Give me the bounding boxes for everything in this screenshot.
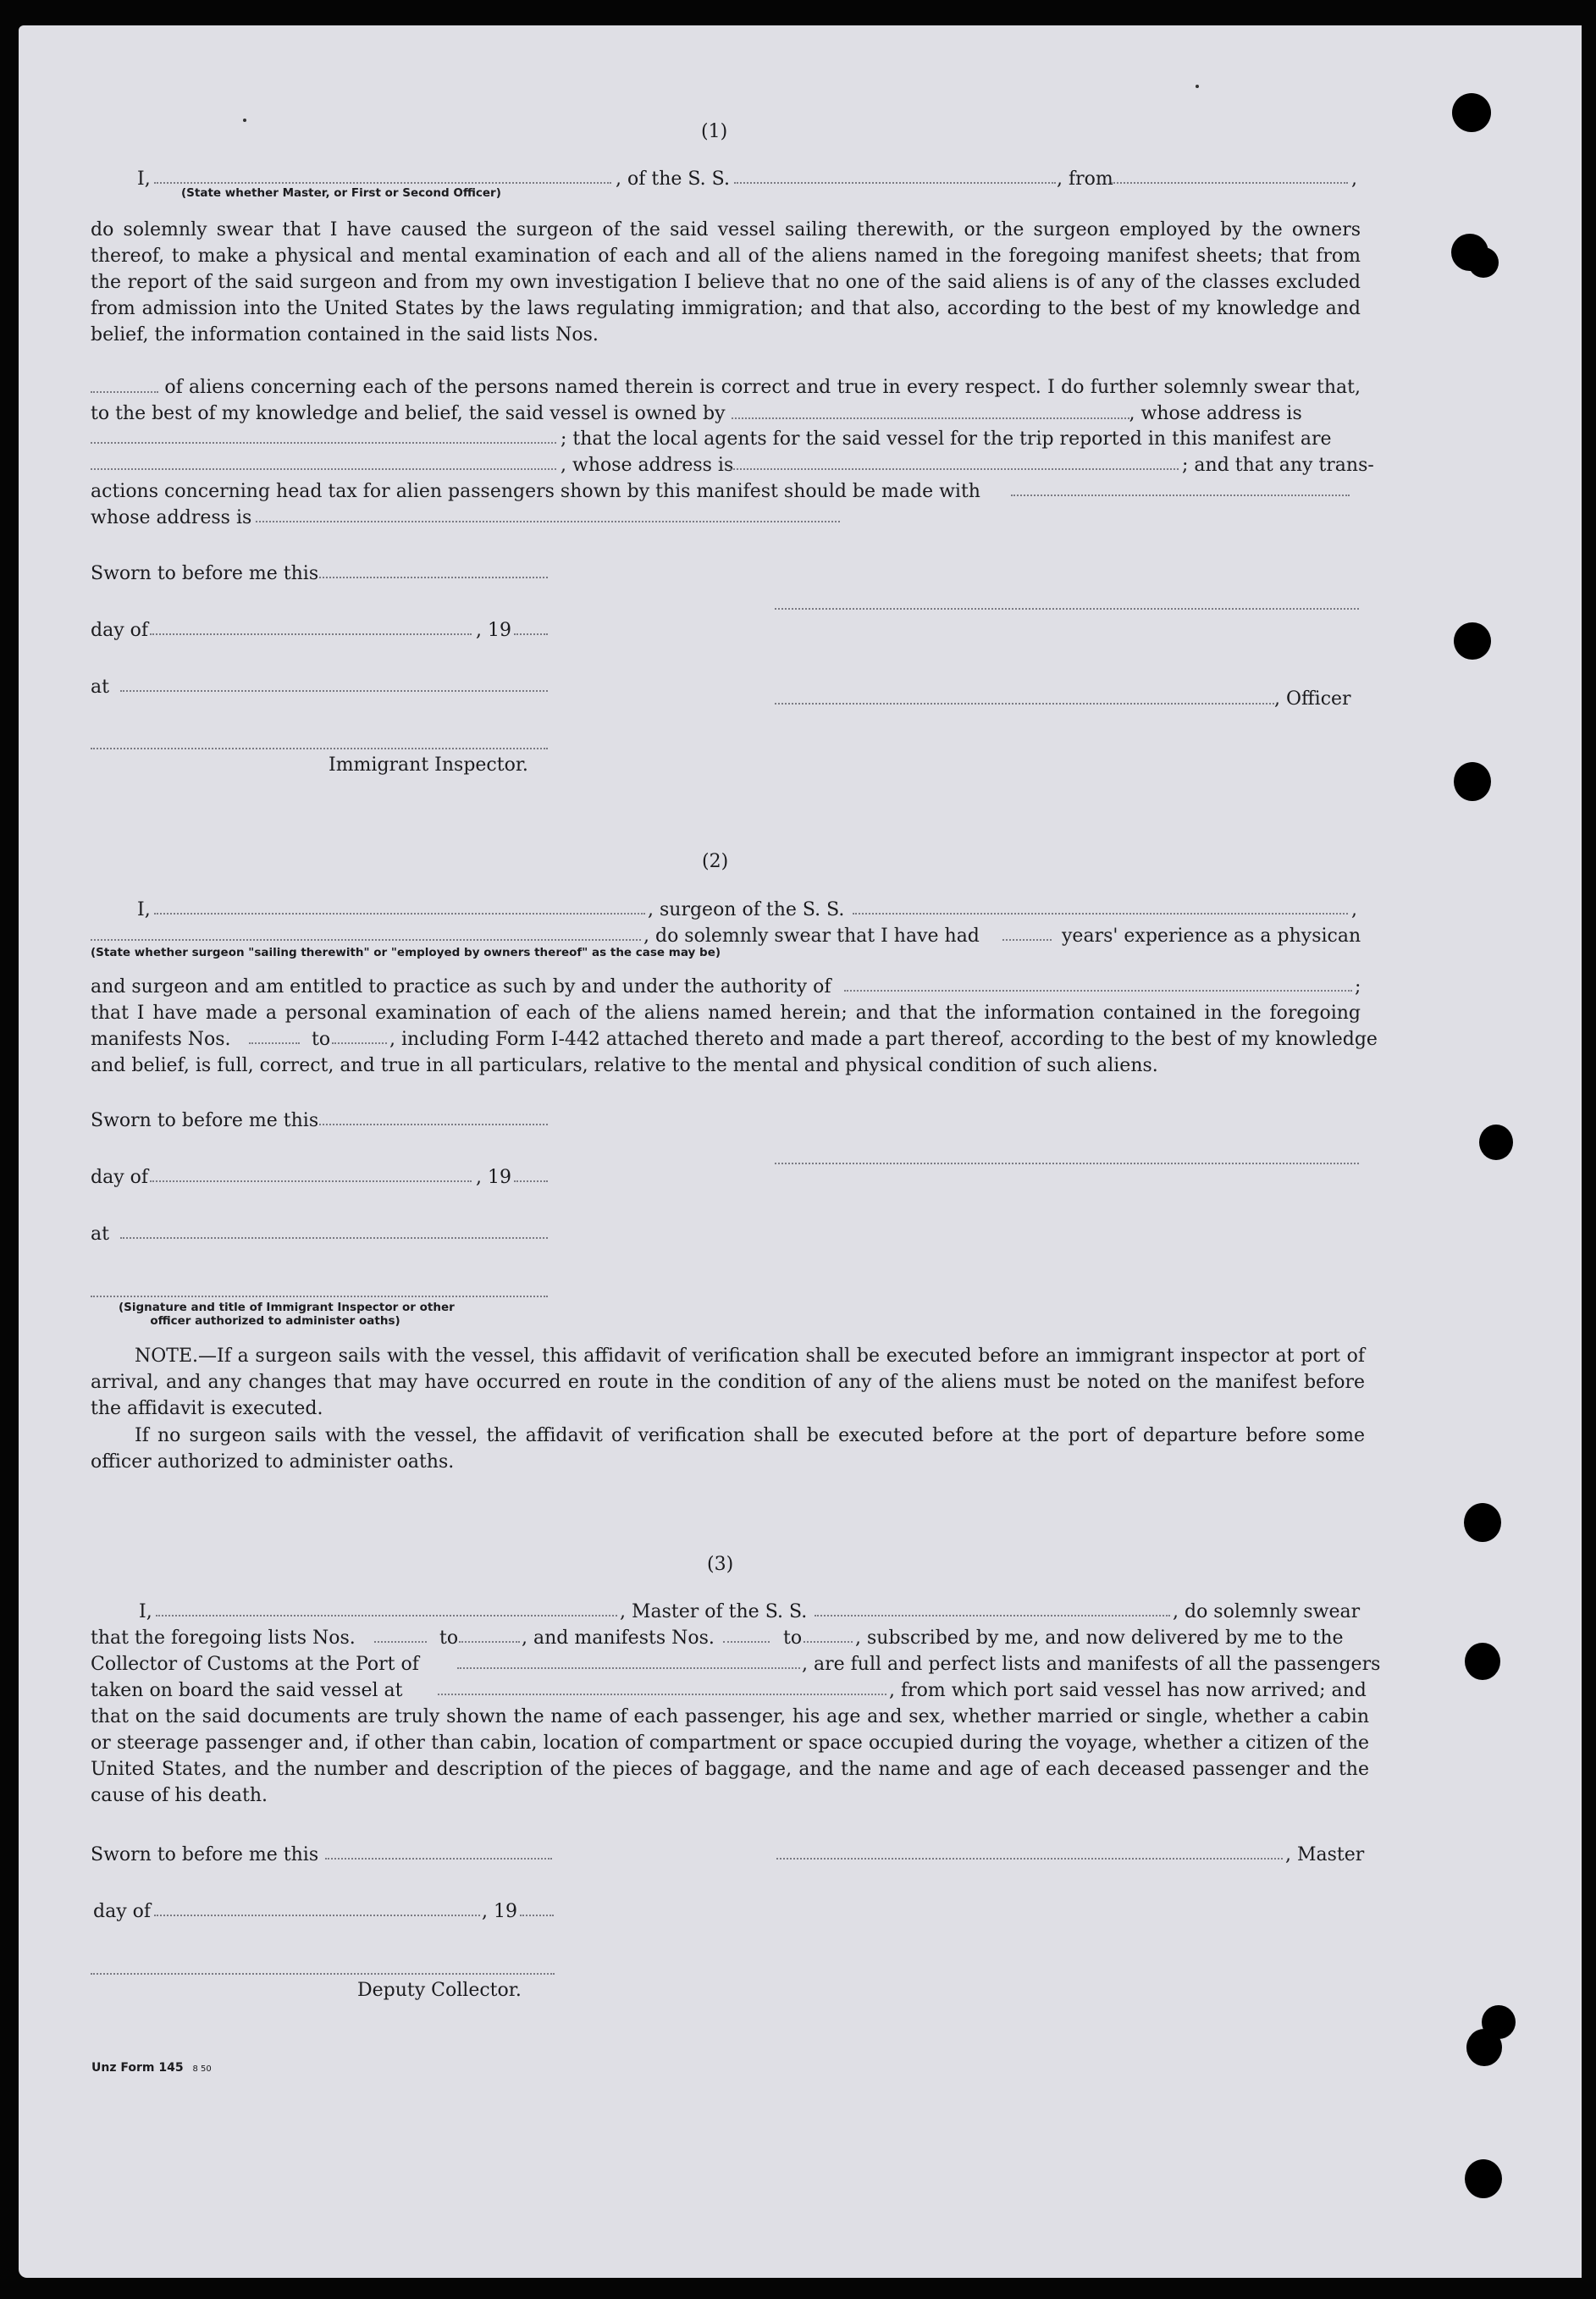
departure-port-field[interactable] bbox=[1111, 182, 1348, 184]
sworn-date-field[interactable] bbox=[325, 1858, 552, 1860]
at-label: at bbox=[91, 1224, 109, 1245]
lead-I: I, bbox=[139, 1601, 152, 1622]
transactions-label: actions concerning head tax for alien passengers shown by this manifest should be made with bbox=[91, 481, 980, 502]
day-of-label: day of bbox=[91, 1167, 149, 1188]
year-label: , 19 bbox=[482, 1901, 517, 1922]
oath-text-part: do solemnly swear that I have caused the surgeon of the said vessel sailing therewith, or the surgeon employed by the owners thereof, to make a physical and mental examination of each and all of the aliens named in the foregoing manifest sheets; that from the report of the said surgeon and from my own investigation I believe that no one of the said aliens is of any of the classes excluded from admission into the United States by the laws regulating immigration; and that also, according to the best of my knowledge and belief, the information contained in the said lists Nos. bbox=[91, 219, 1361, 345]
punch-hole bbox=[1454, 622, 1491, 660]
local-agents-field[interactable] bbox=[91, 468, 556, 470]
manifests-to-field[interactable] bbox=[804, 1641, 853, 1643]
surgeon-status-note: (State whether surgeon "sailing therewith" or "employed by owners thereof" as the case may be) bbox=[91, 946, 721, 959]
contact-address-field[interactable] bbox=[256, 521, 840, 522]
head-tax-label: ; and that any trans- bbox=[1182, 455, 1374, 476]
signature-note-line: (Signature and title of Immigrant Inspector or other bbox=[119, 1301, 455, 1314]
sworn-label: Sworn to before me this bbox=[91, 1110, 319, 1131]
officer-signature-line-2[interactable] bbox=[775, 703, 1274, 705]
signature-note-line: officer authorized to administer oaths) bbox=[150, 1314, 400, 1328]
year-label: , 19 bbox=[476, 620, 511, 641]
master-signature-line[interactable] bbox=[776, 1858, 1283, 1860]
master-vessel-field[interactable] bbox=[815, 1615, 1170, 1616]
day-field[interactable] bbox=[154, 1915, 480, 1916]
years-experience-label: years' experience as a physican bbox=[1062, 926, 1361, 947]
day-field[interactable] bbox=[150, 633, 472, 635]
comma: , bbox=[1351, 899, 1357, 920]
form-id: Unz Form 145 bbox=[91, 2061, 184, 2075]
note-paragraph: If no surgeon sails with the vessel, the affidavit of verification shall be executed before at the port of departure before some officer authorized to administer oaths. bbox=[91, 1425, 1365, 1473]
sworn-date-field[interactable] bbox=[319, 577, 548, 578]
lead-I: I, bbox=[137, 169, 151, 190]
subscribed-label: , subscribed by me, and now delivered by me to the bbox=[855, 1628, 1344, 1649]
examination-text: that I have made a personal examination of each of the aliens named herein; and that the information contained in the foregoing bbox=[91, 1003, 1361, 1024]
scan-speck bbox=[243, 119, 246, 122]
section-1-oath-text bbox=[91, 217, 1361, 348]
day-field[interactable] bbox=[150, 1180, 472, 1182]
port-field[interactable] bbox=[457, 1667, 800, 1669]
vessel-name-field[interactable] bbox=[734, 182, 1056, 184]
of-ss-label: , of the S. S. bbox=[616, 169, 730, 190]
day-of-label: day of bbox=[91, 620, 149, 641]
inspector-signature-field[interactable] bbox=[91, 748, 548, 749]
master-label: , Master bbox=[1285, 1844, 1365, 1865]
taken-label: taken on board the said vessel at bbox=[91, 1680, 403, 1701]
lead-I: I, bbox=[137, 899, 151, 920]
whose-address-label: whose address is bbox=[91, 507, 252, 528]
authority-field[interactable] bbox=[844, 990, 1352, 992]
whose-address-label: , whose address is bbox=[561, 455, 734, 476]
to-label: to bbox=[312, 1029, 331, 1050]
form-date: 8 50 bbox=[192, 2064, 212, 2074]
manifests-label: manifests Nos. bbox=[91, 1029, 231, 1050]
officer-name-field[interactable] bbox=[154, 182, 611, 184]
deputy-signature-field[interactable] bbox=[91, 1973, 555, 1975]
punch-hole bbox=[1468, 247, 1499, 278]
day-of-label: day of bbox=[93, 1901, 152, 1922]
belief-text: and belief, is full, correct, and true in all particulars, relative to the mental and physical condition of such aliens. bbox=[91, 1055, 1158, 1076]
lists-from-field[interactable] bbox=[374, 1641, 427, 1643]
sworn-label: Sworn to before me this bbox=[91, 1844, 319, 1865]
punch-hole bbox=[1465, 1643, 1500, 1680]
section-2-examination-text bbox=[91, 1000, 1361, 1026]
taken-port-field[interactable] bbox=[438, 1694, 886, 1695]
master-name-field[interactable] bbox=[156, 1615, 617, 1616]
punch-hole bbox=[1452, 93, 1491, 132]
including-label: , including Form I-442 attached thereto and made a part thereof, according to the best of my knowledge bbox=[389, 1029, 1378, 1050]
and-manifests-label: , and manifests Nos. bbox=[522, 1628, 715, 1649]
surgeon-name-field[interactable] bbox=[154, 913, 645, 915]
year-label: , 19 bbox=[476, 1167, 511, 1188]
to-label: to bbox=[439, 1628, 459, 1649]
punch-hole bbox=[1454, 762, 1491, 801]
from-label: , from bbox=[1057, 169, 1113, 190]
year-field[interactable] bbox=[514, 633, 548, 635]
lists-to-field[interactable] bbox=[459, 1641, 520, 1643]
inspector-signature-field[interactable] bbox=[91, 1296, 548, 1297]
master-of-label: , Master of the S. S. bbox=[620, 1601, 808, 1622]
surgeon-signature-line[interactable] bbox=[775, 1163, 1359, 1164]
sworn-label: Sworn to before me this bbox=[91, 563, 319, 584]
officer-rank-note: (State whether Master, or First or Second Officer) bbox=[181, 186, 501, 200]
section-2-number: (2) bbox=[702, 851, 729, 872]
to-label: to bbox=[783, 1628, 803, 1649]
year-field[interactable] bbox=[520, 1915, 554, 1916]
inspector-label: Immigrant Inspector. bbox=[329, 754, 528, 776]
punch-hole bbox=[1464, 1503, 1501, 1542]
at-field[interactable] bbox=[120, 690, 548, 692]
surgeon-status-field[interactable] bbox=[91, 939, 641, 941]
section-3-declaration-text: that on the said documents are truly shown the name of each passenger, his age and sex, whether married or single, whether a cabin or steerage passenger and, if other than cabin, location of compartment or space occupied during the voyage, whether a citizen of the United States, and the number and description of the pieces of baggage, and the name and age of each deceased passenger and the cause of his death. bbox=[91, 1706, 1369, 1806]
oath-text-part: of aliens concerning each of the persons named therein is correct and true in every respect. I do further solemnly swear that, to the best of my knowledge and belief, the said vessel is owned by bbox=[91, 377, 1361, 424]
semicolon: ; bbox=[1355, 976, 1361, 998]
year-field[interactable] bbox=[514, 1180, 548, 1182]
surgeon-vessel-field[interactable] bbox=[853, 913, 1348, 915]
punch-hole bbox=[1479, 1125, 1513, 1160]
do-swear-label: , do solemnly swear bbox=[1173, 1601, 1361, 1622]
authority-label: and surgeon and am entitled to practice as such by and under the authority of bbox=[91, 976, 831, 998]
deputy-collector-label: Deputy Collector. bbox=[357, 1980, 522, 2001]
whose-address-label: , whose address is bbox=[1129, 403, 1302, 424]
form-number bbox=[91, 2061, 212, 2076]
scan-speck bbox=[1196, 85, 1199, 88]
blank-short[interactable] bbox=[91, 391, 158, 393]
agents-address-field[interactable] bbox=[730, 468, 1179, 470]
officer-label: , Officer bbox=[1274, 688, 1351, 710]
manifests-from-field[interactable] bbox=[723, 1641, 770, 1643]
section-3-number: (3) bbox=[707, 1554, 734, 1575]
manifest-from-field[interactable] bbox=[249, 1042, 300, 1044]
comma: , bbox=[1351, 169, 1357, 190]
punch-hole bbox=[1465, 2159, 1502, 2198]
collector-label: Collector of Customs at the Port of bbox=[91, 1654, 419, 1675]
full-perfect-label: , are full and perfect lists and manifests of all the passengers bbox=[802, 1654, 1381, 1675]
officer-signature-line-1[interactable] bbox=[775, 608, 1359, 610]
head-tax-contact-field[interactable] bbox=[1011, 495, 1350, 496]
surgeon-of-label: , surgeon of the S. S. bbox=[648, 899, 845, 920]
foregoing-label: that the foregoing lists Nos. bbox=[91, 1628, 356, 1649]
form-page bbox=[19, 25, 1582, 2278]
signature-title-note bbox=[119, 1301, 455, 1328]
local-agents-label: ; that the local agents for the said vessel for the trip reported in this manifest are bbox=[561, 428, 1332, 450]
owner-field[interactable] bbox=[732, 417, 1129, 419]
manifest-to-field[interactable] bbox=[332, 1042, 387, 1044]
from-port-label: , from which port said vessel has now arrived; and bbox=[889, 1680, 1367, 1701]
swear-had-label: , do solemnly swear that I have had bbox=[643, 926, 980, 947]
owner-address-field[interactable] bbox=[91, 442, 556, 444]
section-1-continued bbox=[91, 374, 1361, 427]
years-field[interactable] bbox=[1002, 939, 1052, 941]
at-field[interactable] bbox=[120, 1237, 548, 1239]
sworn-date-field[interactable] bbox=[319, 1124, 548, 1125]
punch-hole bbox=[1466, 2029, 1502, 2066]
at-label: at bbox=[91, 677, 109, 698]
section-1-number: (1) bbox=[701, 121, 728, 142]
note-paragraph: NOTE.—If a surgeon sails with the vessel, this affidavit of verification shall be executed before an immigrant inspector at port of arrival, and any changes that may have occurred en route in the condition of any of the aliens must be noted on the manifest before the affidavit is executed. bbox=[91, 1346, 1365, 1419]
